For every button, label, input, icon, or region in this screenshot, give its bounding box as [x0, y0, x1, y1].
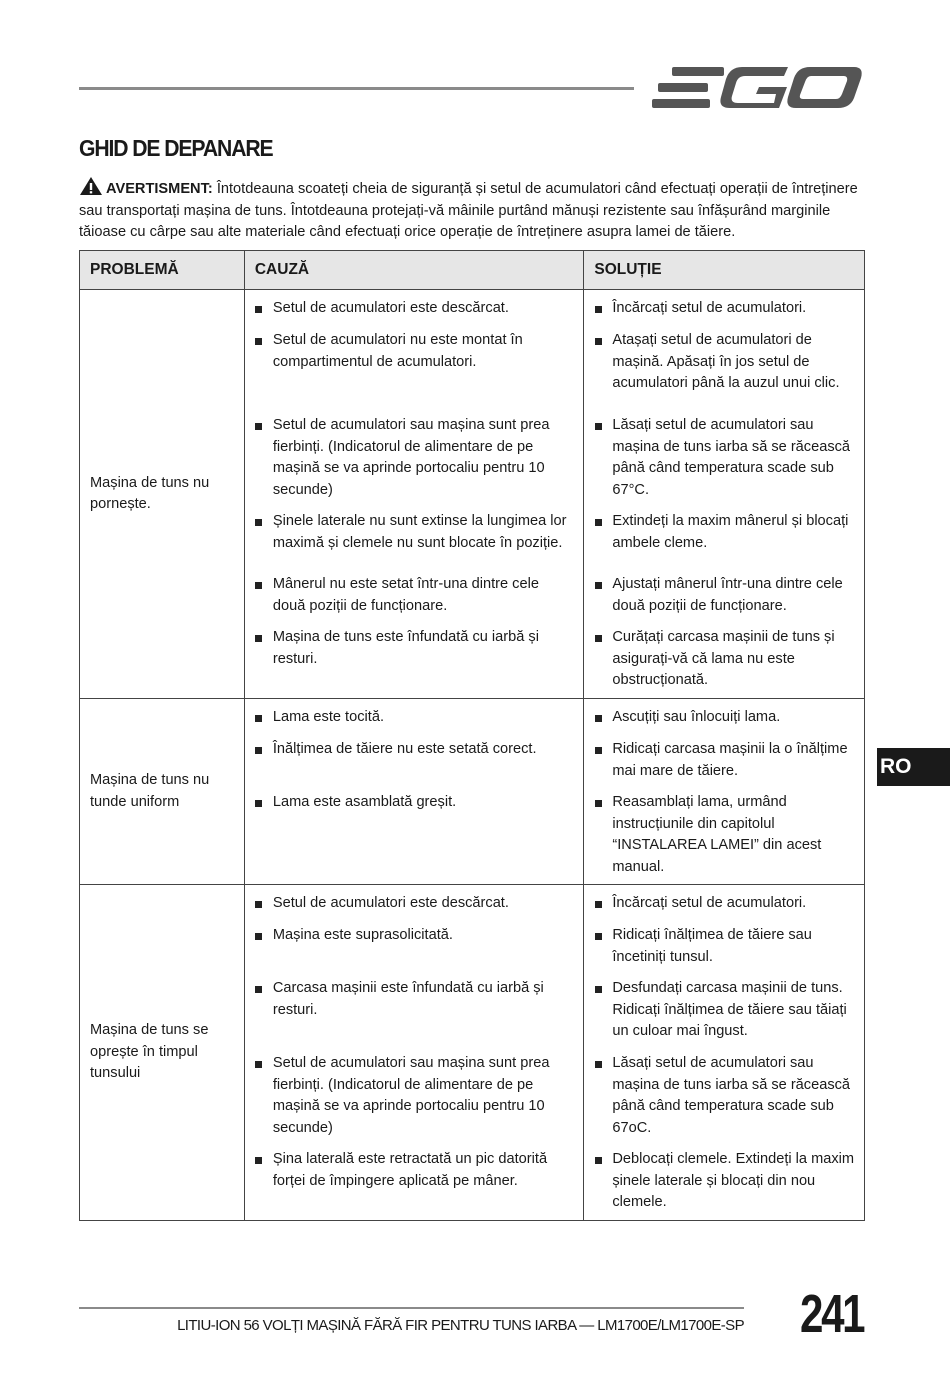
cause-item: [245, 978, 584, 1043]
cause-text: Lama este asamblată greșit.: [272, 794, 457, 810]
solution-item: [584, 298, 864, 320]
page-number: 241: [800, 1284, 864, 1344]
table-row: [80, 885, 865, 1221]
cause-item: [245, 707, 584, 729]
cause-text: Mânerul nu este setat într-una dintre cele două poziții de funcționare.: [272, 576, 539, 614]
cause-item: [245, 627, 584, 692]
bullet-square-icon: [584, 925, 612, 968]
bullet-square-icon: [245, 627, 273, 692]
bullet-square-icon: [245, 1149, 273, 1214]
bullet-square-icon: [584, 978, 612, 1043]
cause-text: Carcasa mașinii este înfundată cu iarbă și resturi.: [272, 980, 544, 1018]
cause-text: Mașina de tuns este înfundată cu iarbă și resturi.: [272, 629, 539, 667]
bullet-square-icon: [584, 298, 612, 320]
bullet-square-icon: [584, 707, 612, 729]
solution-text: Desfundați carcasa mașinii de tuns. Ridicați înălțimea de tăiere sau tăiați un culoar mai îngust.: [612, 980, 847, 1039]
solution-text: Încărcați setul de acumulatori.: [612, 300, 807, 316]
solution-item: [584, 925, 864, 968]
solution-item: [584, 1149, 864, 1214]
bullet-square-icon: [584, 1149, 612, 1214]
header-solution: SOLUȚIE: [584, 251, 865, 290]
solution-text: Curățați carcasa mașinii de tuns și asigurați-vă că lama nu este obstrucționată.: [612, 629, 835, 688]
bullet-square-icon: [584, 792, 612, 878]
bullet-square-icon: [245, 415, 273, 501]
bullet-square-icon: [584, 574, 612, 617]
warning-icon: [79, 176, 103, 196]
header-cause: CAUZĂ: [244, 251, 584, 290]
bullet-square-icon: [584, 330, 612, 395]
cause-cell: [244, 699, 584, 885]
problem-cell: Mașina de tuns nu pornește.: [80, 290, 245, 699]
table-header-row: [80, 251, 865, 290]
solution-text: Deblocați clemele. Extindeți la maxim șinele laterale și blocați din nou clemele.: [612, 1151, 855, 1210]
table-row: [80, 699, 865, 885]
solution-text: Încărcați setul de acumulatori.: [612, 895, 807, 911]
bullet-square-icon: [584, 1053, 612, 1139]
ego-logo: [650, 63, 864, 113]
cause-text: Înălțimea de tăiere nu este setată corect.: [272, 741, 537, 757]
solution-item: [584, 707, 864, 729]
bullet-square-icon: [245, 792, 273, 878]
cause-item: [245, 415, 584, 501]
solution-item: [584, 574, 864, 617]
cause-text: Setul de acumulatori sau mașina sunt prea fierbinți. (Indicatorul de alimentare de pe mașină se va aprinde portocaliu pentru 10 secunde): [272, 1055, 550, 1136]
cause-text: Setul de acumulatori este descărcat.: [272, 300, 509, 316]
bullet-square-icon: [584, 511, 612, 554]
cause-text: Șina laterală este retractată un pic datorită forței de împingere aplicată pe mâner.: [272, 1151, 548, 1189]
cause-item: [245, 1149, 584, 1214]
cause-item: [245, 1053, 584, 1139]
solution-text: Lăsați setul de acumulatori sau mașina de tuns iarba să se răcească până când temperatura scade sub 67°C.: [612, 417, 851, 498]
solution-cell: [584, 290, 865, 699]
cause-cell: [244, 290, 584, 699]
page-title: GHID DE DEPANARE: [79, 135, 273, 161]
solution-item: [584, 1053, 864, 1139]
header-rule: [79, 87, 634, 90]
bullet-square-icon: [245, 1053, 273, 1139]
cause-text: Mașina este suprasolicitată.: [272, 927, 453, 943]
cause-item: [245, 739, 584, 782]
cause-item: [245, 511, 584, 554]
cause-cell: [244, 885, 584, 1221]
solution-text: Ridicați carcasa mașinii la o înălțime mai mare de tăiere.: [612, 741, 848, 779]
bullet-square-icon: [584, 627, 612, 692]
bullet-square-icon: [245, 978, 273, 1043]
footer-text: LITIU-ION 56 VOLȚI MAȘINĂ FĂRĂ FIR PENTRU TUNS IARBA — LM1700E/LM1700E-SP: [177, 1317, 744, 1334]
language-tab: RO: [877, 748, 950, 786]
bullet-square-icon: [584, 415, 612, 501]
cause-text: Lama este tocită.: [272, 709, 384, 725]
bullet-square-icon: [584, 739, 612, 782]
problem-cell: Mașina de tuns se oprește în timpul tunsului: [80, 885, 245, 1221]
troubleshooting-table: [79, 250, 865, 1221]
solution-text: Atașați setul de acumulatori de mașină. Apăsați în jos setul de acumulatori până la auzul unui clic.: [612, 332, 840, 391]
table-row: [80, 290, 865, 699]
solution-cell: [584, 885, 865, 1221]
bullet-square-icon: [245, 925, 273, 968]
footer-rule: [79, 1307, 744, 1309]
bullet-square-icon: [245, 511, 273, 554]
cause-item: [245, 298, 584, 320]
cause-text: Setul de acumulatori este descărcat.: [272, 895, 509, 911]
bullet-square-icon: [245, 893, 273, 915]
solution-text: Reasamblați lama, urmând instrucțiunile din capitolul “INSTALAREA LAMEI” din acest manual.: [612, 794, 822, 875]
solution-text: Ajustați mânerul într-una dintre cele două poziții de funcționare.: [612, 576, 843, 614]
bullet-square-icon: [245, 707, 273, 729]
bullet-square-icon: [245, 574, 273, 617]
problem-cell: Mașina de tuns nu tunde uniform: [80, 699, 245, 885]
header-problem: PROBLEMĂ: [80, 251, 245, 290]
cause-text: Setul de acumulatori sau mașina sunt prea fierbinți. (Indicatorul de alimentare de pe mașină se va aprinde portocaliu pentru 10 secunde): [272, 417, 550, 498]
solution-item: [584, 893, 864, 915]
cause-item: [245, 925, 584, 968]
solution-item: [584, 330, 864, 395]
solution-text: Ascuțiți sau înlocuiți lama.: [612, 709, 781, 725]
cause-item: [245, 893, 584, 915]
warning-paragraph: [79, 176, 869, 244]
cause-item: [245, 574, 584, 617]
bullet-square-icon: [245, 298, 273, 320]
bullet-square-icon: [245, 330, 273, 395]
bullet-square-icon: [584, 893, 612, 915]
cause-item: [245, 330, 584, 395]
solution-item: [584, 978, 864, 1043]
solution-text: Ridicați înălțimea de tăiere sau încetiniți tunsul.: [612, 927, 812, 965]
cause-item: [245, 792, 584, 878]
warning-text: Întotdeauna scoateți cheia de siguranță și setul de acumulatori când efectuați operații de întreținere sau transportați mașina de tuns. Întotdeauna protejați-vă mâinile purtând mănuși rezistente sau înfășurând marginile tăioase cu cârpe sau alte materiale când efectuați orice operație de întreținere asupra lamei de tăiere.: [79, 181, 858, 240]
cause-text: Setul de acumulatori nu este montat în compartimentul de acumulatori.: [272, 332, 523, 370]
cause-text: Șinele laterale nu sunt extinse la lungimea lor maximă și clemele nu sunt blocate în poziție.: [272, 513, 567, 551]
solution-cell: [584, 699, 865, 885]
solution-item: [584, 792, 864, 878]
solution-item: [584, 627, 864, 692]
warning-label: AVERTISMENT:: [106, 181, 213, 197]
bullet-square-icon: [245, 739, 273, 782]
solution-item: [584, 511, 864, 554]
solution-item: [584, 739, 864, 782]
solution-item: [584, 415, 864, 501]
solution-text: Lăsați setul de acumulatori sau mașina de tuns iarba să se răcească până când temperatura scade sub 67oC.: [612, 1055, 851, 1136]
solution-text: Extindeți la maxim mânerul și blocați ambele cleme.: [612, 513, 849, 551]
